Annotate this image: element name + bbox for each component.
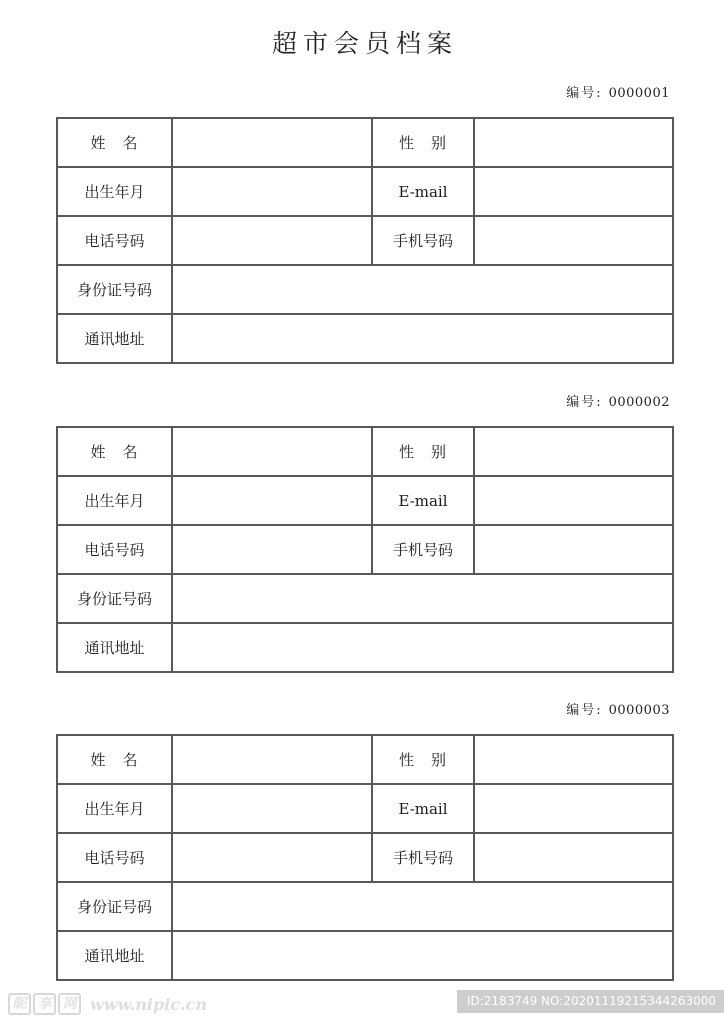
field-birth-date[interactable] [172, 476, 372, 525]
label-mobile-text: 手机号码 [392, 232, 453, 250]
label-id-number [57, 574, 172, 623]
watermark-logo-char: 网 [58, 993, 81, 1015]
label-gender [372, 118, 474, 167]
label-name [57, 735, 172, 784]
label-address-text: 通讯地址 [84, 639, 145, 657]
label-email [372, 784, 474, 833]
table-row [57, 784, 673, 833]
label-phone [57, 216, 172, 265]
label-mobile-text: 手机号码 [392, 849, 453, 867]
label-name-text: 姓 名 [90, 134, 139, 152]
table-row [57, 265, 673, 314]
watermark-logo-char: 昵 [8, 993, 31, 1015]
serial-line [56, 697, 672, 725]
label-mobile-text: 手机号码 [392, 541, 453, 559]
label-email [372, 476, 474, 525]
label-phone-text: 电话号码 [84, 232, 145, 250]
label-email-text: E-mail [398, 182, 448, 201]
label-name-text: 姓 名 [90, 751, 139, 769]
watermark-logo-char: 享 [33, 993, 56, 1015]
field-id-number[interactable] [172, 574, 673, 623]
field-id-number[interactable] [172, 882, 673, 931]
label-address [57, 931, 172, 980]
watermark-url: www.nipic.cn [90, 994, 207, 1014]
label-gender [372, 735, 474, 784]
label-address-text: 通讯地址 [84, 330, 145, 348]
member-form-table [56, 734, 674, 981]
label-gender-text: 性 别 [398, 443, 447, 461]
field-phone[interactable] [172, 525, 372, 574]
label-gender-text: 性 别 [398, 134, 447, 152]
table-row [57, 735, 673, 784]
label-phone [57, 833, 172, 882]
watermark-id-band: ID:2183749 NO:20201119215344263000 [457, 990, 724, 1013]
label-name-text: 姓 名 [90, 443, 139, 461]
table-row [57, 574, 673, 623]
member-form-table [56, 426, 674, 673]
table-row [57, 216, 673, 265]
label-email [372, 167, 474, 216]
label-phone [57, 525, 172, 574]
label-id-number-text: 身份证号码 [76, 590, 152, 608]
field-phone[interactable] [172, 833, 372, 882]
label-email-text: E-mail [398, 491, 448, 510]
serial-value: 0000002 [608, 395, 670, 410]
label-id-number-text: 身份证号码 [76, 281, 152, 299]
field-phone[interactable] [172, 216, 372, 265]
label-birth-date [57, 167, 172, 216]
record-block [56, 80, 672, 364]
label-birth-date [57, 784, 172, 833]
serial-label: 编号: [566, 395, 603, 410]
label-mobile [372, 833, 474, 882]
label-address [57, 314, 172, 363]
label-mobile [372, 216, 474, 265]
field-name[interactable] [172, 427, 372, 476]
serial-value: 0000001 [608, 86, 670, 101]
table-row [57, 314, 673, 363]
table-row [57, 476, 673, 525]
label-phone-text: 电话号码 [84, 541, 145, 559]
field-mobile[interactable] [474, 525, 673, 574]
table-row [57, 623, 673, 672]
label-id-number [57, 265, 172, 314]
field-name[interactable] [172, 118, 372, 167]
label-birth-date-text: 出生年月 [84, 492, 145, 510]
label-name [57, 427, 172, 476]
member-form-table [56, 117, 674, 364]
label-address [57, 623, 172, 672]
table-row [57, 931, 673, 980]
field-birth-date[interactable] [172, 784, 372, 833]
label-birth-date [57, 476, 172, 525]
label-phone-text: 电话号码 [84, 849, 145, 867]
watermark-logo-boxes [8, 993, 83, 1015]
field-mobile[interactable] [474, 833, 673, 882]
label-birth-date-text: 出生年月 [84, 800, 145, 818]
field-gender[interactable] [474, 735, 673, 784]
table-row [57, 427, 673, 476]
label-gender [372, 427, 474, 476]
field-email[interactable] [474, 167, 673, 216]
serial-label: 编号: [566, 703, 603, 718]
field-address[interactable] [172, 623, 673, 672]
table-row [57, 118, 673, 167]
field-name[interactable] [172, 735, 372, 784]
label-id-number [57, 882, 172, 931]
table-row [57, 167, 673, 216]
page-title: 超市会员档案 [271, 29, 458, 58]
label-id-number-text: 身份证号码 [76, 898, 152, 916]
record-block [56, 389, 672, 673]
field-address[interactable] [172, 931, 673, 980]
serial-value: 0000003 [608, 703, 670, 718]
table-row [57, 525, 673, 574]
label-gender-text: 性 别 [398, 751, 447, 769]
record-block [56, 697, 672, 981]
field-id-number[interactable] [172, 265, 673, 314]
field-mobile[interactable] [474, 216, 673, 265]
label-birth-date-text: 出生年月 [84, 183, 145, 201]
serial-line [56, 80, 672, 108]
table-row [57, 833, 673, 882]
field-address[interactable] [172, 314, 673, 363]
table-row [57, 882, 673, 931]
field-gender[interactable] [474, 427, 673, 476]
label-address-text: 通讯地址 [84, 947, 145, 965]
label-name [57, 118, 172, 167]
field-email[interactable] [474, 476, 673, 525]
footer-watermark [0, 986, 724, 1024]
serial-label: 编号: [566, 86, 603, 101]
label-mobile [372, 525, 474, 574]
label-email-text: E-mail [398, 799, 448, 818]
serial-line [56, 389, 672, 417]
field-birth-date[interactable] [172, 167, 372, 216]
field-email[interactable] [474, 784, 673, 833]
field-gender[interactable] [474, 118, 673, 167]
watermark-logo [8, 992, 207, 1016]
